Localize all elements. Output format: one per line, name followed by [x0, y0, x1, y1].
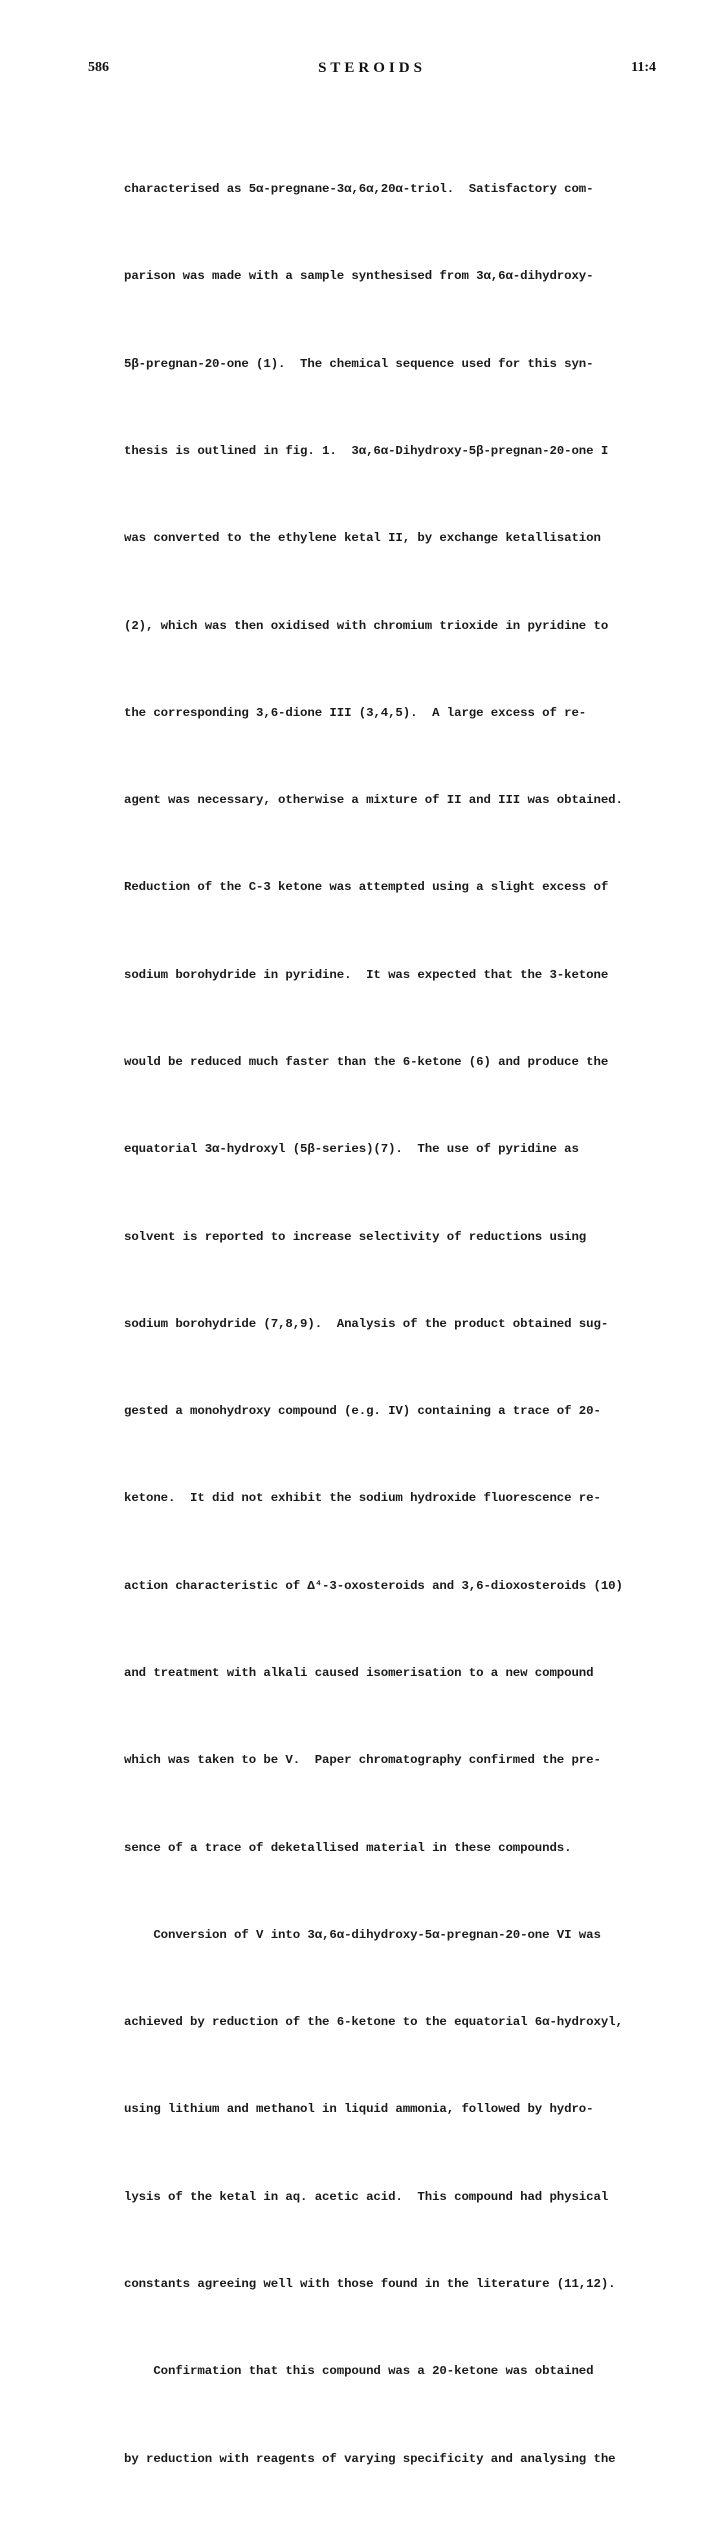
- text-line: action characteristic of Δ⁴-3-oxosteroids and 3,6-dioxosteroids (10): [124, 1578, 623, 1593]
- text-line: constants agreeing well with those found in the literature (11,12).: [124, 2276, 616, 2291]
- text-line: Conversion of V into 3α,6α-dihydroxy-5α-pregnan-20-one VI was: [124, 1927, 601, 1942]
- text-line: thesis is outlined in fig. 1. 3α,6α-Dihydroxy-5β-pregnan-20-one I: [124, 444, 609, 459]
- text-line: (2), which was then oxidised with chromium trioxide in pyridine to: [124, 618, 609, 633]
- text-line: equatorial 3α-hydroxyl (5β-series)(7). The use of pyridine as: [124, 1142, 579, 1157]
- text-line: sence of a trace of deketallised material in these compounds.: [124, 1840, 572, 1855]
- text-line: Confirmation that this compound was a 20-ketone was obtained: [124, 2364, 594, 2379]
- text-line: lysis of the ketal in aq. acetic acid. This compound had physical: [124, 2189, 609, 2204]
- text-line: by reduction with reagents of varying specificity and analysing the: [124, 2451, 616, 2466]
- text-line: the corresponding 3,6-dione III (3,4,5). A large excess of re-: [124, 705, 587, 720]
- text-line: using lithium and methanol in liquid ammonia, followed by hydro-: [124, 2102, 594, 2117]
- text-line: sodium borohydride (7,8,9). Analysis of the product obtained sug-: [124, 1316, 609, 1331]
- text-line: ketone. It did not exhibit the sodium hydroxide fluorescence re-: [124, 1491, 601, 1506]
- text-line: characterised as 5α-pregnane-3α,6α,20α-triol. Satisfactory com-: [124, 182, 594, 197]
- journal-title: STEROIDS: [318, 60, 426, 76]
- text-line: agent was necessary, otherwise a mixture of II and III was obtained.: [124, 793, 623, 808]
- text-line: and treatment with alkali caused isomerisation to a new compound: [124, 1665, 594, 1680]
- text-line: achieved by reduction of the 6-ketone to the equatorial 6α-hydroxyl,: [124, 2015, 623, 2030]
- text-line: which was taken to be V. Paper chromatography confirmed the pre-: [124, 1753, 601, 1768]
- text-line: parison was made with a sample synthesised from 3α,6α-dihydroxy-: [124, 269, 594, 284]
- body-text: [124, 117, 623, 2532]
- text-line: would be reduced much faster than the 6-ketone (6) and produce the: [124, 1055, 609, 1069]
- text-line: Reduction of the C-3 ketone was attempted using a slight excess of: [124, 880, 609, 895]
- text-line: was converted to the ethylene ketal II, by exchange ketallisation: [124, 531, 601, 546]
- page-number: 586: [88, 60, 109, 75]
- text-line: 5β-pregnan-20-one (1). The chemical sequence used for this syn-: [124, 356, 594, 371]
- text-line: sodium borohydride in pyridine. It was expected that the 3-ketone: [124, 967, 609, 982]
- text-line: gested a monohydroxy compound (e.g. IV) containing a trace of 20-: [124, 1404, 601, 1419]
- text-line: solvent is reported to increase selectivity of reductions using: [124, 1229, 587, 1244]
- volume-issue: 11:4: [631, 60, 656, 75]
